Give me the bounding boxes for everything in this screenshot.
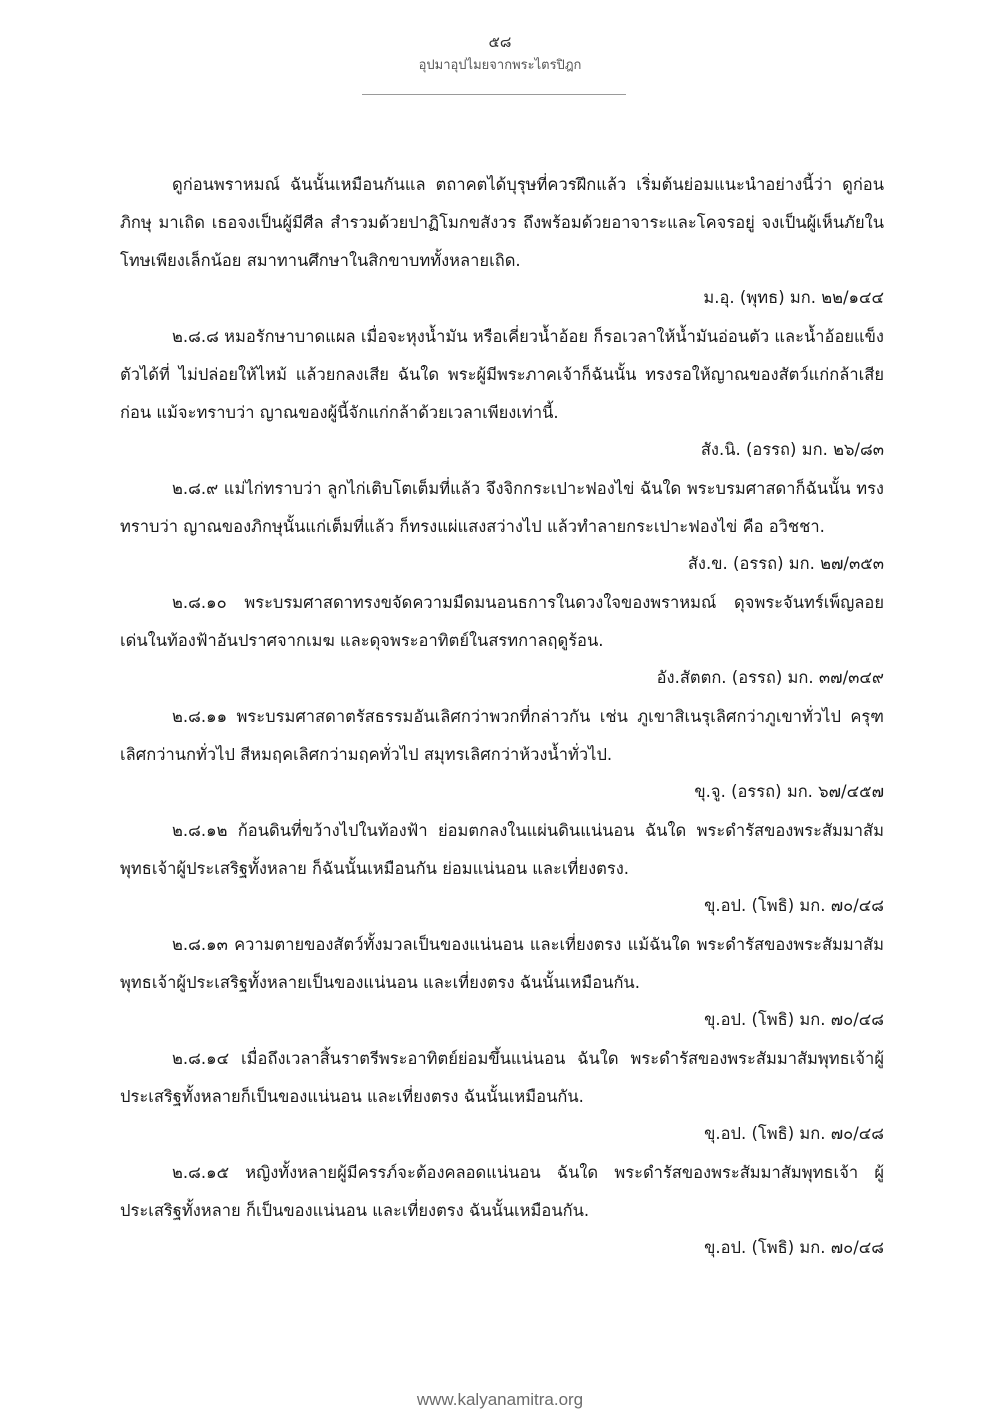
- paragraph: ดูก่อนพราหมณ์ ฉันนั้นเหมือนกันแล ตถาคตได้บุรุษที่ควรฝึกแล้ว เริ่มต้นย่อมแนะนำอย่างนี้ว่า ดูก่อนภิกษุ มาเถิด เธอจงเป็นผู้มีศีล สำรวมด้วยปาฏิโมกขสังวร ถึงพร้อมด้วยอาจาระและโคจรอยู่ จงเป็นผู้เห็นภัยในโทษเพียงเล็กน้อย สมาทานศึกษาในสิกขาบททั้งหลายเถิด.: [120, 175, 884, 270]
- source-reference: ขุ.อป. (โพธิ) มก. ๗๐/๔๘: [704, 896, 884, 915]
- page-number: ๕๘: [488, 33, 512, 51]
- source-reference: ม.อุ. (พุทธ) มก. ๒๒/๑๔๔: [703, 288, 884, 307]
- paragraph: ๒.๘.๑๒ ก้อนดินที่ขว้างไปในท้องฟ้า ย่อมตกลงในแผ่นดินแน่นอน ฉันใด พระดำรัสของพระสัมมาสัมพุทธเจ้าผู้ประเสริฐทั้งหลาย ก็ฉันนั้นเหมือนกัน ย่อมแน่นอน และเที่ยงตรง.: [120, 821, 884, 878]
- source-reference: ขุ.จู. (อรรถ) มก. ๖๗/๔๕๗: [694, 782, 884, 801]
- paragraph: ๒.๘.๑๑ พระบรมศาสดาตรัสธรรมอันเลิศกว่าพวกที่กล่าวกัน เช่น ภูเขาสิเนรุเลิศกว่าภูเขาทั่วไป ครุฑเลิศกว่านกทั่วไป สีหมฤคเลิศกว่ามฤคทั่วไป สมุทรเลิศกว่าห้วงน้ำทั่วไป.: [120, 707, 884, 764]
- footer-website: www.kalyanamitra.org: [416, 1390, 584, 1409]
- document-body: [120, 166, 884, 1268]
- source-reference: ขุ.อป. (โพธิ) มก. ๗๐/๔๘: [704, 1238, 884, 1257]
- source-reference: ขุ.อป. (โพธิ) มก. ๗๐/๔๘: [704, 1124, 884, 1143]
- source-reference: สัง.ข. (อรรถ) มก. ๒๗/๓๕๓: [687, 554, 884, 573]
- header-divider: [362, 94, 626, 95]
- source-reference: สัง.นิ. (อรรถ) มก. ๒๖/๘๓: [700, 440, 884, 459]
- source-reference: ขุ.อป. (โพธิ) มก. ๗๐/๔๘: [704, 1010, 884, 1029]
- paragraph: ๒.๘.๙ แม่ไก่ทราบว่า ลูกไก่เติบโตเต็มที่แล้ว จึงจิกกระเปาะฟองไข่ ฉันใด พระบรมศาสดาก็ฉันนั้น ทรงทราบว่า ญาณของภิกษุนั้นแก่เต็มที่แล้ว ก็ทรงแผ่แสงสว่างไป แล้วทำลายกระเปาะฟองไข่ คือ อวิชชา.: [120, 479, 884, 536]
- paragraph: ๒.๘.๑๐ พระบรมศาสดาทรงขจัดความมืดมนอนธการในดวงใจของพราหมณ์ ดุจพระจันทร์เพ็ญลอยเด่นในท้องฟ้าอันปราศจากเมฆ และดุจพระอาทิตย์ในสรทกาลฤดูร้อน.: [120, 593, 884, 650]
- source-reference: อัง.สัตตก. (อรรถ) มก. ๓๗/๓๔๙: [656, 668, 884, 687]
- paragraph: ๒.๘.๑๕ หญิงทั้งหลายผู้มีครรภ์จะต้องคลอดแน่นอน ฉันใด พระดำรัสของพระสัมมาสัมพุทธเจ้า ผู้ประเสริฐทั้งหลาย ก็เป็นของแน่นอน และเที่ยงตรง ฉันนั้นเหมือนกัน.: [120, 1163, 884, 1220]
- paragraph: ๒.๘.๑๔ เมื่อถึงเวลาสิ้นราตรีพระอาทิตย์ย่อมขึ้นแน่นอน ฉันใด พระดำรัสของพระสัมมาสัมพุทธเจ้าผู้ประเสริฐทั้งหลายก็เป็นของแน่นอน และเที่ยงตรง ฉันนั้นเหมือนกัน.: [120, 1049, 884, 1106]
- paragraph: ๒.๘.๘ หมอรักษาบาดแผล เมื่อจะหุงน้ำมัน หรือเคี่ยวน้ำอ้อย ก็รอเวลาให้น้ำมันอ่อนตัว และน้ำอ้อยแข็งตัวได้ที่ ไม่ปล่อยให้ไหม้ แล้วยกลงเสีย ฉันใด พระผู้มีพระภาคเจ้าก็ฉันนั้น ทรงรอให้ญาณของสัตว์แก่กล้าเสียก่อน แม้จะทราบว่า ญาณของผู้นี้จักแก่กล้าด้วยเวลาเพียงเท่านี้.: [120, 327, 884, 422]
- page-header: [0, 32, 1000, 76]
- book-title: อุปมาอุปไมยจากพระไตรปิฎก: [418, 58, 582, 73]
- paragraph: ๒.๘.๑๓ ความตายของสัตว์ทั้งมวลเป็นของแน่นอน และเที่ยงตรง แม้ฉันใด พระดำรัสของพระสัมมาสัมพุทธเจ้าผู้ประเสริฐทั้งหลายเป็นของแน่นอน และเที่ยงตรง ฉันนั้นเหมือนกัน.: [120, 935, 884, 992]
